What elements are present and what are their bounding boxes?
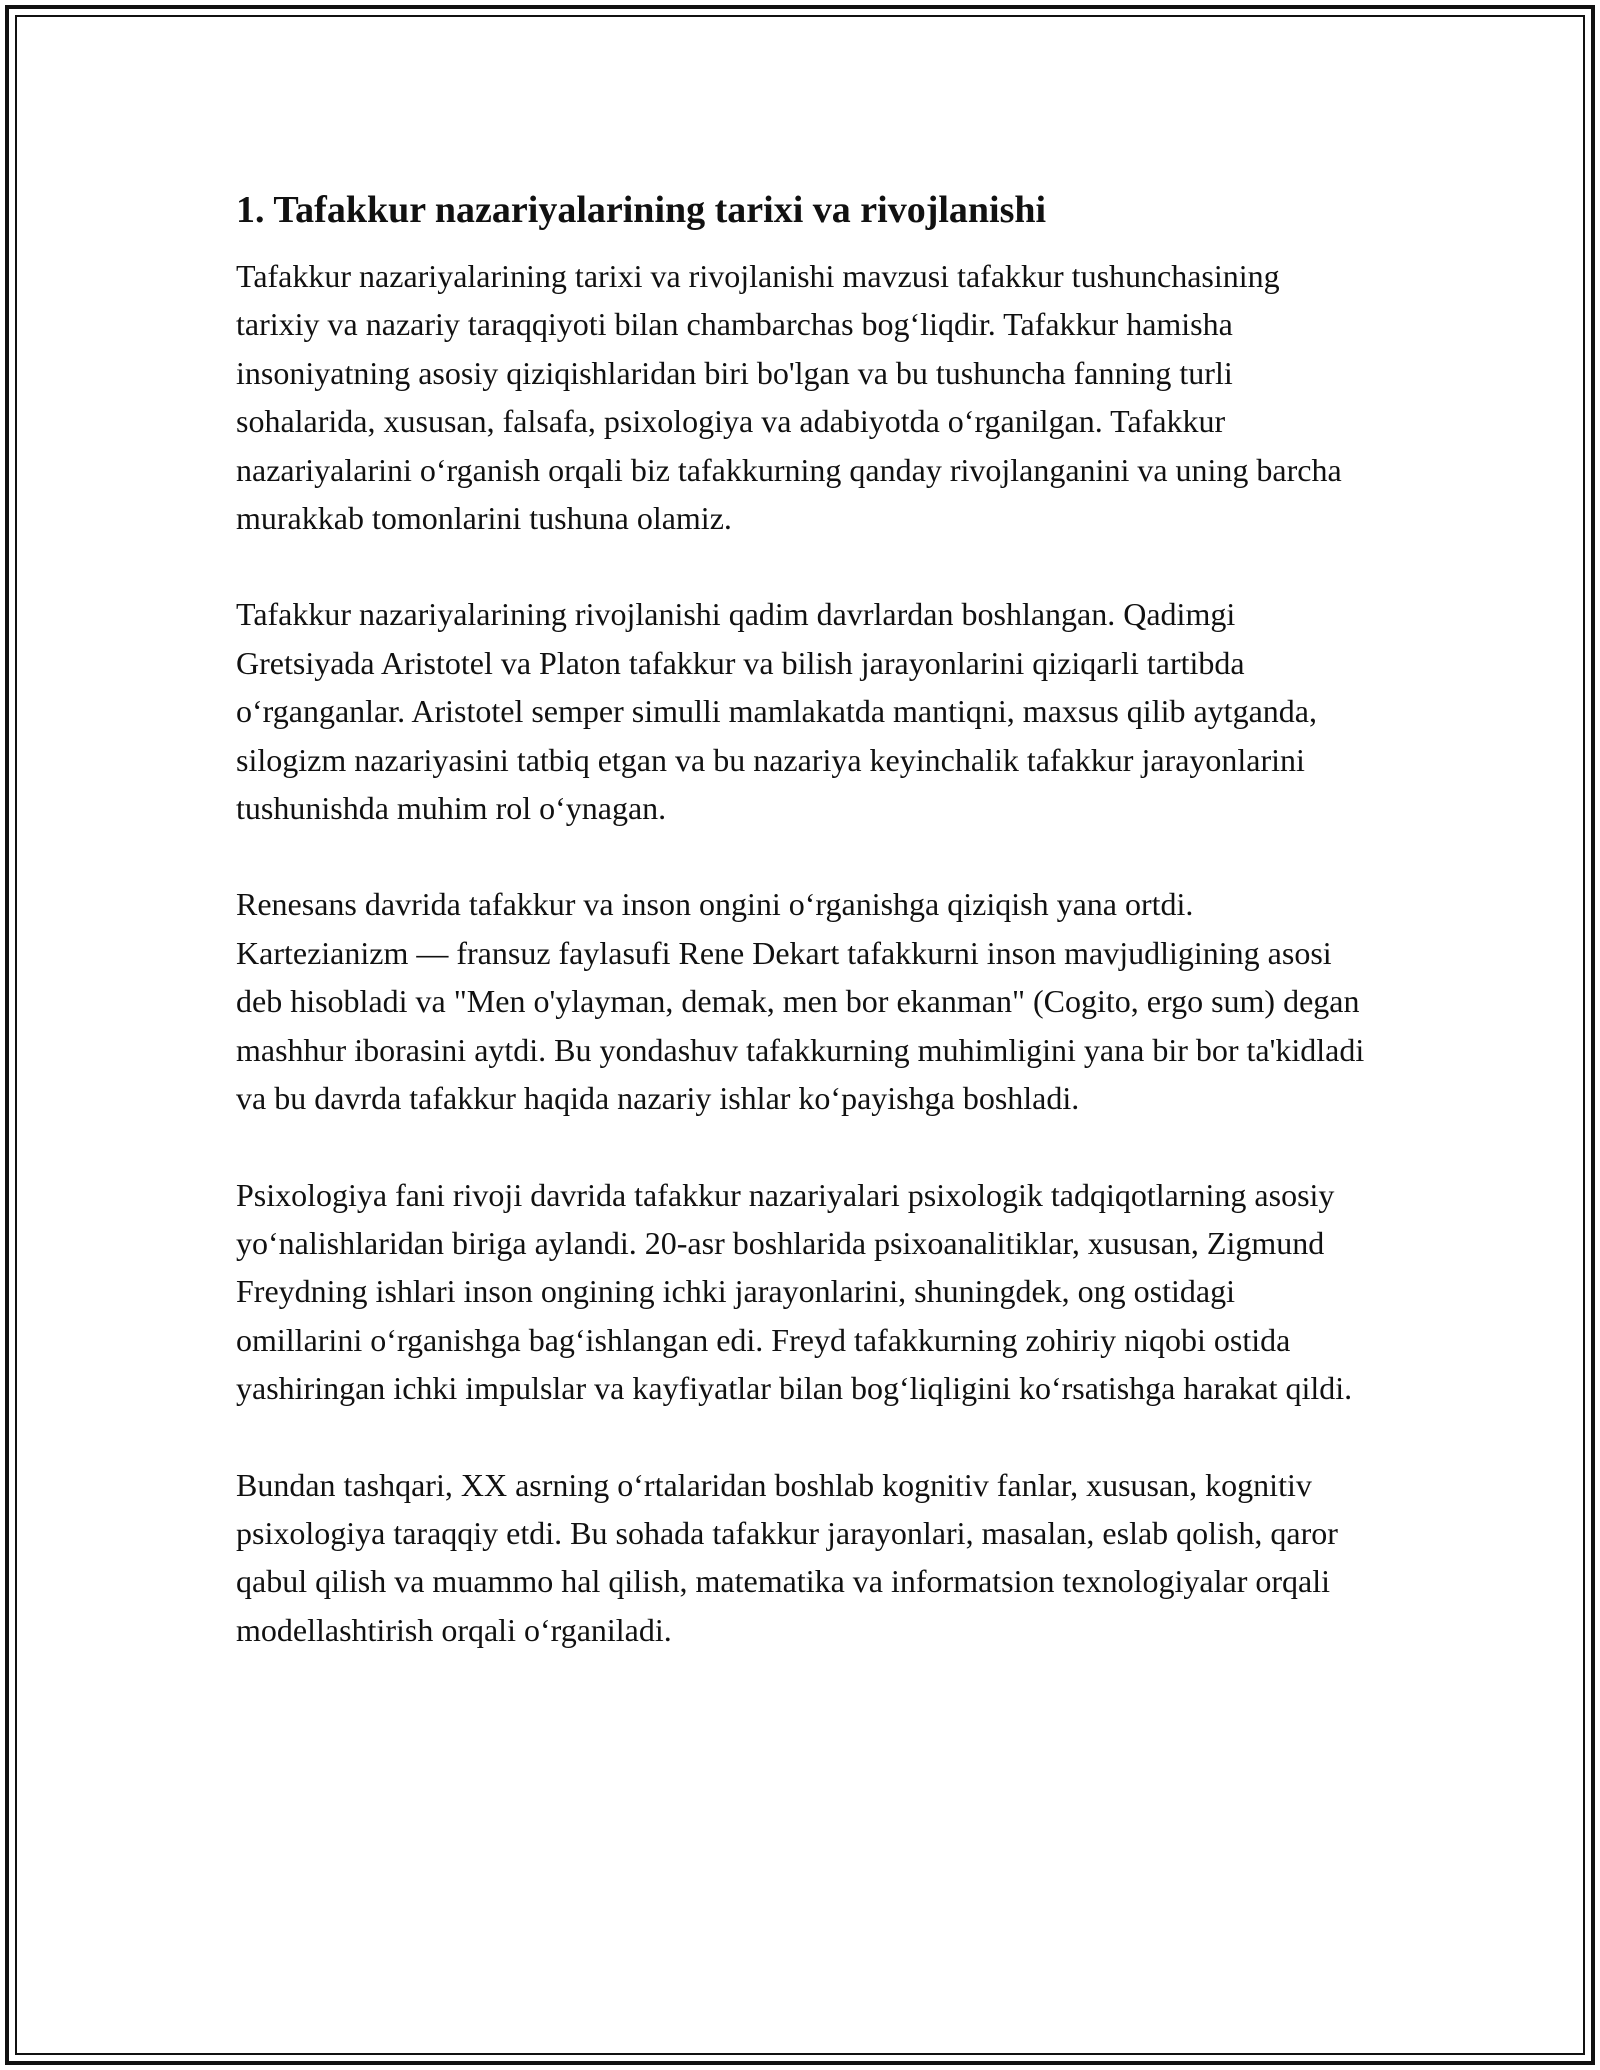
paragraph-ancient-greece: Tafakkur nazariyalarining rivojlanishi qadim davrlardan boshlangan. Qadimgi Gretsiyada Aristotel va Platon tafakkur va bilish jarayonlarini qiziqarli tartibda o‘rganganlar. Aristotel semper simulli mamlakatda mantiqni, maxsus qilib aytganda, silogizm nazariyasini tatbiq etgan va bu nazariya keyinchalik tafakkur jarayonlarini tushunishda muhim rol o‘ynagan. (236, 596, 1317, 827)
paragraph-cognitive-science: Bundan tashqari, XX asrning o‘rtalaridan boshlab kognitiv fanlar, xususan, kognitiv psixologiya taraqqiy etdi. Bu sohada tafakkur jarayonlari, masalan, eslab qolish, qaror qabul qilish va muammo hal qilish, matematika va informatsion texnologiyalar orqali modellashtirish orqali o‘rganiladi. (236, 1466, 1338, 1648)
paragraph-intro: Tafakkur nazariyalarining tarixi va rivojlanishi mavzusi tafakkur tushunchasining tarixiy va nazariy taraqqiyoti bilan chambarchas bog‘liqdir. Tafakkur hamisha insoniyatning asosiy qiziqishlaridan biri bo'lgan va bu tushuncha fanning turli sohalarida, xususan, falsafa, psixologiya va adabiyotda o‘rganilgan. Tafakkur nazariyalarini o‘rganish orqali biz tafakkurning qanday rivojlanganini va uning barcha murakkab tomonlarini tushuna olamiz. (236, 258, 1342, 537)
paragraph-psychology: Psixologiya fani rivoji davrida tafakkur nazariyalari psixologik tadqiqotlarning asosiy yo‘nalishlaridan biriga aylandi. 20-asr boshlarida psixoanalitiklar, xususan, Zigmund Freydning ishlari inson ongining ichki jarayonlarini, shuningdek, ong ostidagi omillarini o‘rganishga bag‘ishlangan edi. Freyd tafakkurning zohiriy niqobi ostida yashiringan ichki impulslar va kayfiyatlar bilan bog‘liqligini ko‘rsatishga harakat qildi. (236, 1176, 1353, 1407)
section-heading: 1. Tafakkur nazariyalarining tarixi va rivojlanishi (236, 189, 1047, 231)
paragraph-renaissance: Renesans davrida tafakkur va inson ongini o‘rganishga qiziqish yana ortdi. Kartezianizm — fransuz faylasufi Rene Dekart tafakkurni inson mavjudligining asosi deb hisobladi va "Men o'ylayman, demak, men bor ekanman" (Cogito, ergo sum) degan mashhur iborasini aytdi. Bu yondashuv tafakkurning muhimligini yana bir bor ta'kidladi va bu davrda tafakkur haqida nazariy ishlar ko‘payishga boshladi. (236, 886, 1365, 1117)
document-body (236, 186, 1366, 1702)
